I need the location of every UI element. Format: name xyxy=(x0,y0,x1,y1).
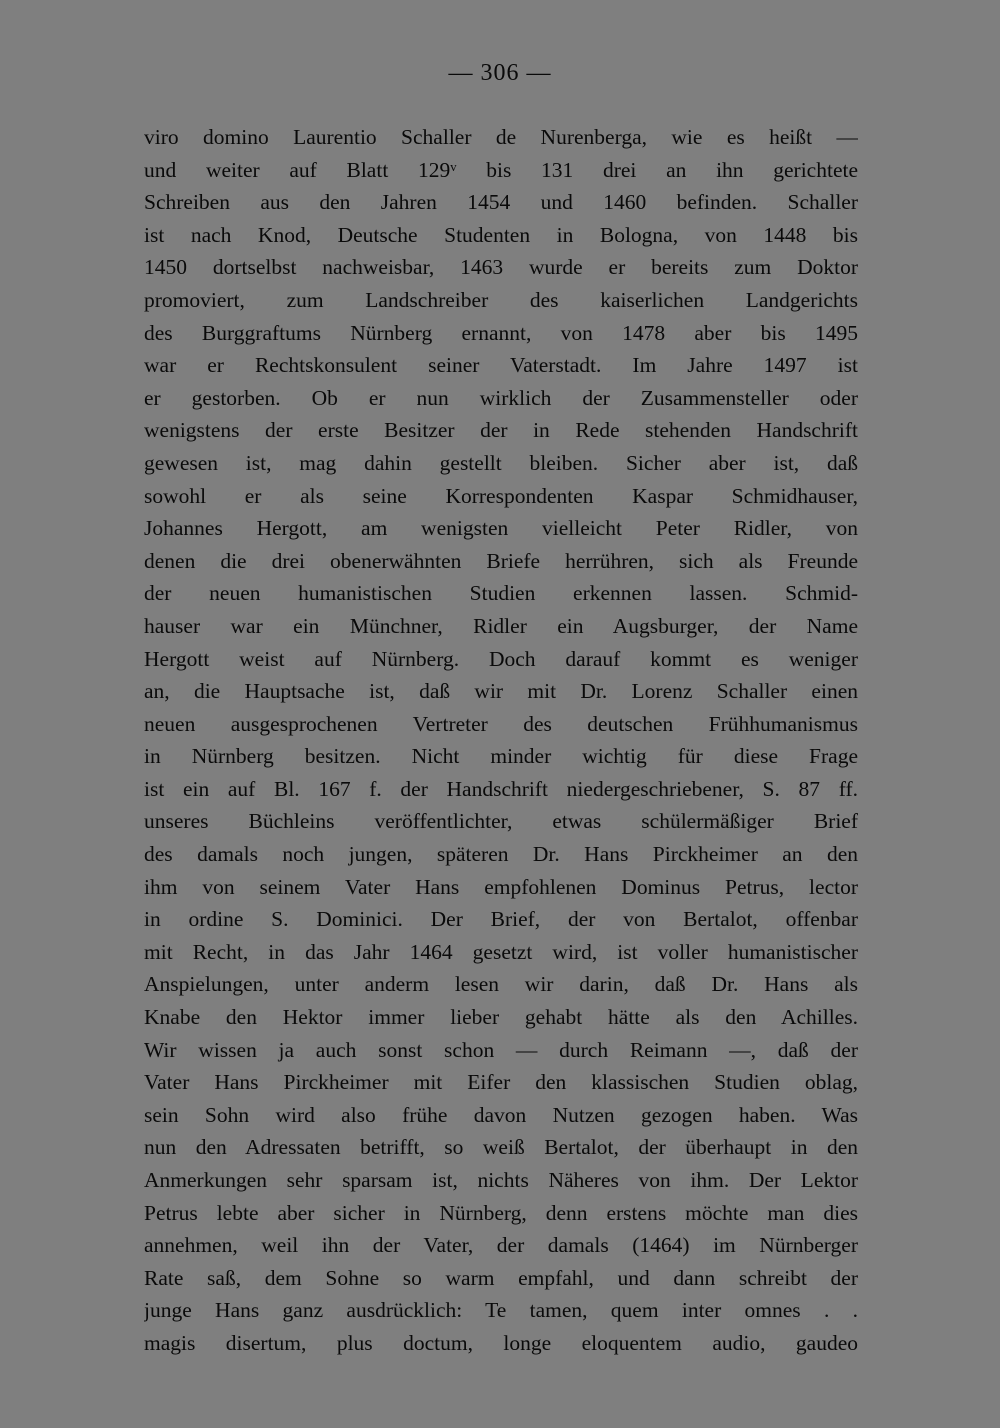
body-text xyxy=(144,121,858,1360)
text-line: Vater Hans Pirckheimer mit Eifer den klassischen Studien oblag, xyxy=(144,1070,858,1095)
text-line: des damals noch jungen, späteren Dr. Hans Pirckheimer an den xyxy=(144,842,858,867)
text-line: ist ein auf Bl. 167 f. der Handschrift niedergeschriebener, S. 87 ff. xyxy=(144,776,858,801)
text-line: Hergott weist auf Nürnberg. Doch darauf kommt es weniger xyxy=(144,646,858,671)
text-line: ihm von seinem Vater Hans empfohlenen Dominus Petrus, lector xyxy=(144,874,858,899)
text-line: ist nach Knod, Deutsche Studenten in Bologna, von 1448 bis xyxy=(144,222,858,247)
text-line: magis disertum, plus doctum, longe eloquentem audio, gaudeo xyxy=(144,1330,858,1355)
text-line: der neuen humanistischen Studien erkennen lassen. Schmid- xyxy=(144,581,858,606)
text-line: promoviert, zum Landschreiber des kaiserlichen Landgerichts xyxy=(144,287,858,312)
text-line: wenigstens der erste Besitzer der in Rede stehenden Handschrift xyxy=(144,418,858,443)
text-line: neuen ausgesprochenen Vertreter des deutschen Frühhumanismus xyxy=(144,711,858,736)
text-line: Anmerkungen sehr sparsam ist, nichts Näheres von ihm. Der Lektor xyxy=(144,1168,858,1192)
text-line: an, die Hauptsache ist, daß wir mit Dr. Lorenz Schaller einen xyxy=(144,679,858,704)
text-line: 1450 dortselbst nachweisbar, 1463 wurde er bereits zum Doktor xyxy=(144,255,858,280)
text-line: unseres Büchleins veröffentlichter, etwas schülermäßiger Brief xyxy=(144,809,858,834)
page-number: — 306 — xyxy=(448,60,552,86)
text-line: Schreiben aus den Jahren 1454 und 1460 befinden. Schaller xyxy=(144,190,858,215)
text-line: des Burggraftums Nürnberg ernannt, von 1478 aber bis 1495 xyxy=(144,320,858,345)
text-line: sowohl er als seine Korrespondenten Kaspar Schmidhauser, xyxy=(144,483,858,508)
text-line: denen die drei obenerwähnten Briefe herrühren, sich als Freunde xyxy=(144,548,858,573)
text-line: Anspielungen, unter anderm lesen wir darin, daß Dr. Hans als xyxy=(144,972,858,997)
text-line: Wir wissen ja auch sonst schon — durch Reimann —, daß der xyxy=(144,1037,858,1062)
text-line: viro domino Laurentio Schaller de Nurenberga, wie es heißt — xyxy=(144,125,858,149)
text-line: sein Sohn wird also frühe davon Nutzen gezogen haben. Was xyxy=(144,1102,858,1127)
text-line: nun den Adressaten betrifft, so weiß Bertalot, der überhaupt in den xyxy=(144,1135,858,1160)
text-line: annehmen, weil ihn der Vater, der damals (1464) im Nürnberger xyxy=(144,1233,858,1258)
text-line: in ordine S. Dominici. Der Brief, der von Bertalot, offenbar xyxy=(144,907,858,932)
text-line: in Nürnberg besitzen. Nicht minder wichtig für diese Frage xyxy=(144,744,858,769)
text-line: und weiter auf Blatt 129ᵛ bis 131 drei an ihn gerichtete xyxy=(144,157,858,182)
text-line: Knabe den Hektor immer lieber gehabt hätte als den Achilles. xyxy=(144,1005,858,1030)
text-line: mit Recht, in das Jahr 1464 gesetzt wird, ist voller humanistischer xyxy=(144,939,858,964)
text-line: junge Hans ganz ausdrücklich: Te tamen, quem inter omnes . . xyxy=(144,1298,858,1323)
text-line: Rate saß, dem Sohne so warm empfahl, und dann schreibt der xyxy=(144,1265,858,1290)
text-line: er gestorben. Ob er nun wirklich der Zusammensteller oder xyxy=(144,385,858,410)
text-line: Petrus lebte aber sicher in Nürnberg, denn erstens möchte man dies xyxy=(144,1200,858,1225)
text-line: Johannes Hergott, am wenigsten vielleicht Peter Ridler, von xyxy=(144,516,858,541)
text-line: war er Rechtskonsulent seiner Vaterstadt. Im Jahre 1497 ist xyxy=(144,353,858,378)
text-line: hauser war ein Münchner, Ridler ein Augsburger, der Name xyxy=(144,613,858,638)
text-line: gewesen ist, mag dahin gestellt bleiben. Sicher aber ist, daß xyxy=(144,450,858,475)
